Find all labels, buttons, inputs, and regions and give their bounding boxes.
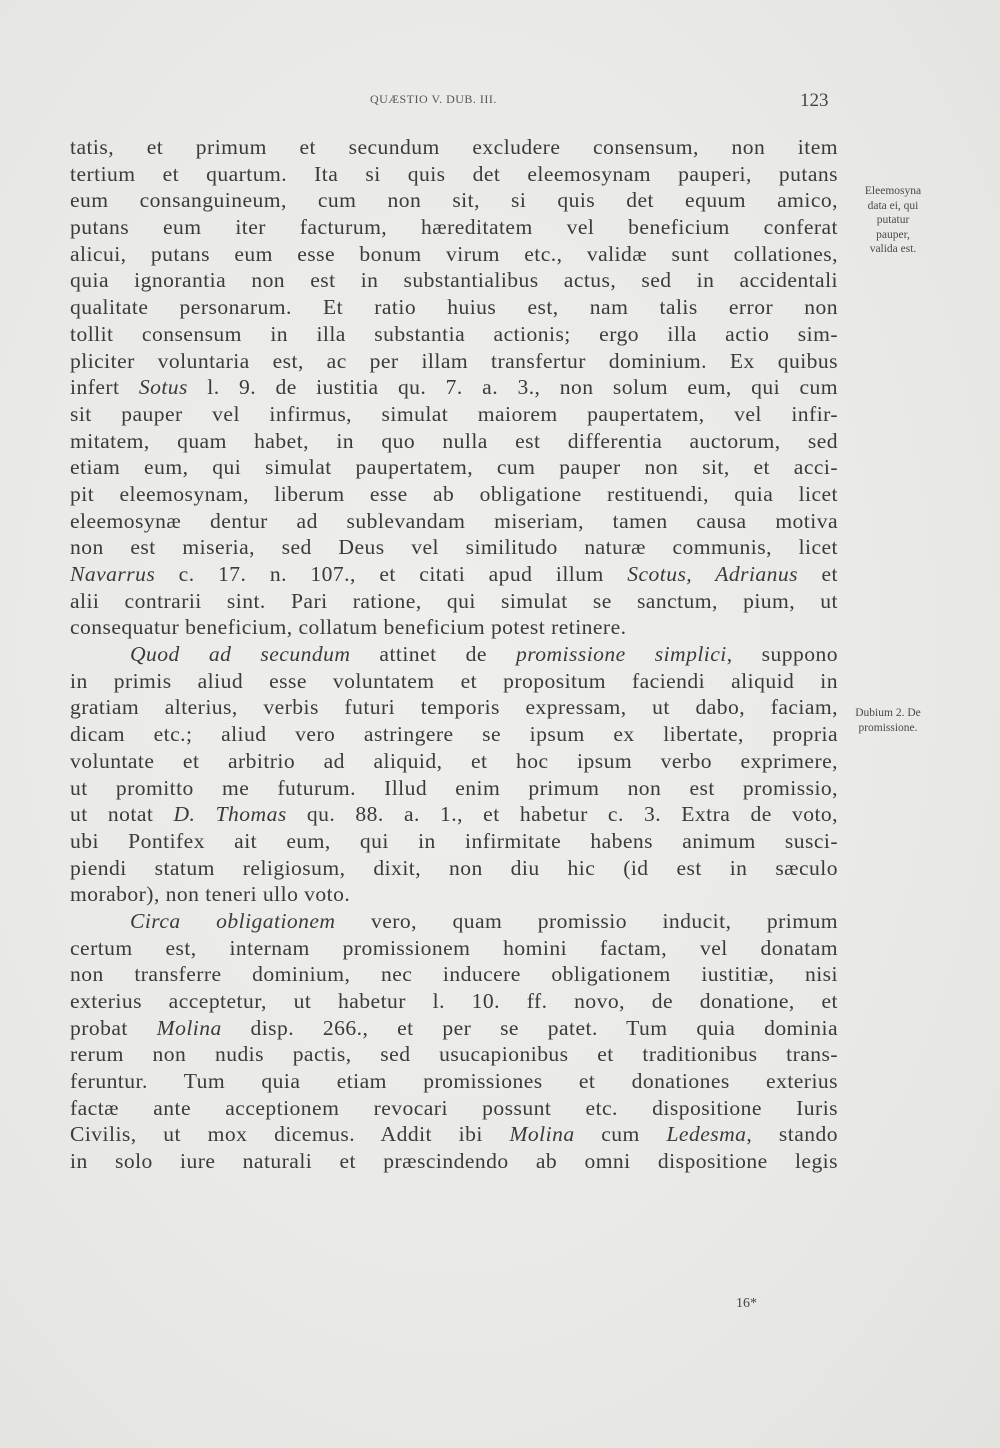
- text-line: pit eleemosynam, liberum esse ab obligatione restituendi, quia licet: [70, 481, 838, 506]
- margin-note-line: pauper,: [876, 228, 910, 241]
- body-text: [70, 134, 838, 1175]
- text-line: morabor), non teneri ullo voto.: [70, 882, 351, 907]
- text-line: tertium et quartum. Ita si quis det eleemosynam pauperi, putans: [70, 161, 838, 186]
- text-line: consequatur beneficium, collatum beneficium potest retinere.: [70, 615, 627, 640]
- margin-note-eleemosyna: [848, 184, 938, 257]
- text-line: non est miseria, sed Deus vel similitudo naturæ communis, licet: [70, 535, 838, 560]
- margin-note-line: Eleemosyna: [864, 185, 922, 197]
- text-line: eum consanguineum, cum non sit, si quis det equum amico,: [70, 188, 838, 213]
- text-line: feruntur. Tum quia etiam promissiones et donationes exterius: [70, 1069, 838, 1094]
- text-line: mitatem, quam habet, in quo nulla est differentia auctorum, sed: [70, 428, 838, 453]
- text-line: eleemosynæ dentur ad sublevandam miseriam, tamen causa motiva: [70, 508, 838, 533]
- text-line: probat Molina disp. 266., et per se patet. Tum quia dominia: [70, 1015, 838, 1040]
- text-line: ut notat D. Thomas qu. 88. a. 1., et habetur c. 3. Extra de voto,: [70, 802, 838, 827]
- text-line: rerum non nudis pactis, sed usucapionibus et traditionibus trans-: [70, 1042, 838, 1067]
- margin-note-dubium: [828, 706, 948, 735]
- text-line: tollit consensum in illa substantia actionis; ergo illa actio sim-: [70, 321, 838, 346]
- text-line: etiam eum, qui simulat paupertatem, cum pauper non sit, et acci-: [70, 455, 838, 480]
- text-line: Navarrus c. 17. n. 107., et citati apud illum Scotus, Adrianus et: [70, 562, 838, 586]
- text-line: quia ignorantia non est in substantialibus actus, sed in accidentali: [70, 268, 838, 293]
- margin-note-line: data ei, qui: [867, 199, 919, 212]
- text-line: qualitate personarum. Et ratio huius est, nam talis error non: [70, 295, 838, 320]
- text-line: gratiam alterius, verbis futuri temporis expressam, ut dabo, faciam,: [70, 695, 838, 720]
- text-line: certum est, internam promissionem homini factam, vel donatam: [70, 935, 838, 960]
- text-line: putans eum iter facturum, hæreditatem vel beneficium conferat: [70, 215, 838, 240]
- text-line: infert Sotus l. 9. de iustitia qu. 7. a. 3., non solum eum, qui cum: [70, 375, 838, 400]
- text-line: sit pauper vel infirmus, simulat maiorem paupertatem, vel infir-: [70, 401, 838, 426]
- text-line: Civilis, ut mox dicemus. Addit ibi Molina cum Ledesma, stando: [70, 1122, 838, 1147]
- text-line: exterius acceptetur, ut habetur l. 10. ff. novo, de donatione, et: [70, 989, 838, 1013]
- text-line: alicui, putans eum esse bonum virum etc., validæ sunt collationes,: [70, 241, 838, 266]
- margin-note-line: Dubium 2. De: [855, 707, 921, 719]
- text-line: Quod ad secundum attinet de promissione simplici, suppono: [130, 642, 838, 667]
- margin-note-line: putatur: [876, 214, 910, 226]
- text-line: voluntate et arbitrio ad aliquid, et hoc ipsum verbo exprimere,: [70, 748, 838, 773]
- margin-note-line: valida est.: [869, 243, 917, 255]
- text-line: ut promitto me futurum. Illud enim primum non est promissio,: [70, 775, 838, 800]
- text-line: pliciter voluntaria est, ac per illam transfertur dominium. Ex quibus: [70, 348, 838, 373]
- text-line: dicam etc.; aliud vero astringere se ipsum ex libertate, propria: [70, 722, 838, 747]
- text-line: in primis aliud esse voluntatem et propositum faciendi aliquid in: [70, 668, 838, 693]
- text-line: non transferre dominium, nec inducere obligationem iustitiæ, nisi: [70, 962, 838, 987]
- text-line: Circa obligationem vero, quam promissio inducit, primum: [130, 908, 838, 933]
- signature-mark: 16*: [736, 1296, 757, 1311]
- margin-note-line: promissione.: [858, 721, 918, 734]
- text-line: in solo iure naturali et præscindendo ab omni dispositione legis: [70, 1149, 838, 1174]
- text-line: factæ ante acceptionem revocari possunt etc. dispositione Iuris: [70, 1095, 838, 1120]
- text-line: ubi Pontifex ait eum, qui in infirmitate habens animum susci-: [70, 828, 838, 853]
- text-line: piendi statum religiosum, dixit, non diu hic (id est in sæculo: [70, 855, 838, 880]
- text-line: tatis, et primum et secundum excludere consensum, non item: [70, 135, 838, 159]
- running-head: QUÆSTIO V. DUB. III.: [370, 92, 497, 106]
- page-number: 123: [800, 90, 829, 111]
- text-line: alii contrarii sint. Pari ratione, qui simulat se sanctum, pium, ut: [70, 588, 838, 613]
